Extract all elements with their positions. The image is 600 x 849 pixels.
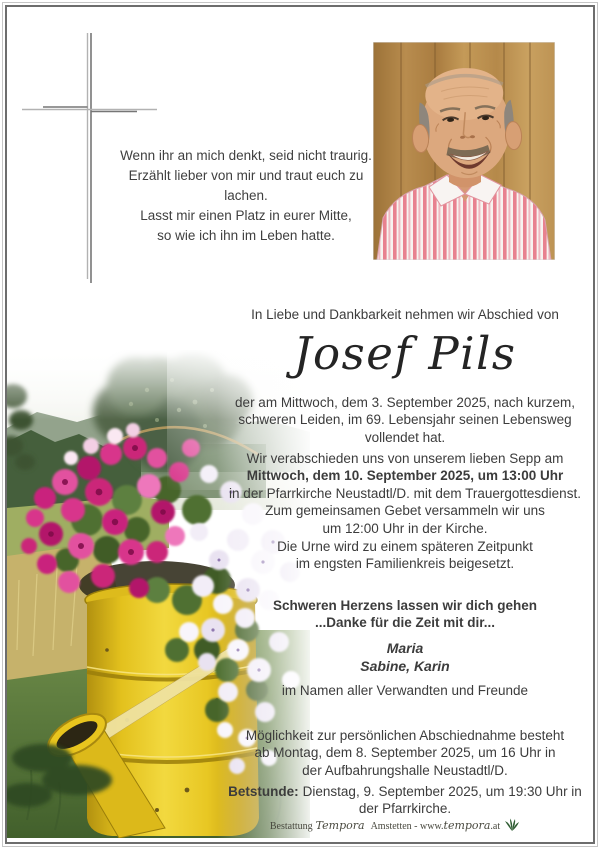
service-line: Zum gemeinsamen Gebet versammeln wir uns: [265, 503, 545, 519]
mourner-names: Sabine, Karin: [360, 658, 450, 674]
footer-url-brand: tempora: [443, 819, 491, 832]
mourner-name: Maria: [386, 640, 424, 656]
leaf-icon: [504, 818, 520, 832]
funeral-service-text: [225, 450, 585, 537]
poem-line: so wie ich ihn im Leben hatte.: [157, 228, 335, 243]
deceased-name: Josef Pils: [293, 327, 517, 380]
urn-line: im engsten Familienkreis beigesetzt.: [295, 556, 515, 572]
viewing-text: [225, 727, 585, 779]
footer-brand: Tempora: [315, 819, 365, 832]
footer-prefix: Bestattung: [269, 821, 313, 832]
farewell-text: [225, 597, 585, 632]
intro-line: In Liebe und Dankbarkeit nehmen wir Abschied von: [251, 307, 559, 322]
service-line: in der Pfarrkirche Neustadtl/D. mit dem Trauergottesdienst.: [229, 485, 581, 501]
prayer-hour-line: [225, 783, 585, 818]
portrait-photo: [373, 42, 555, 260]
poem-line: Wenn ihr an mich denkt, seid nicht traurig.: [120, 148, 372, 163]
mourners-closing: im Namen aller Verwandten und Freunde: [281, 683, 529, 698]
viewing-line: der Aufbahrungshalle Neustadtl/D.: [302, 762, 508, 778]
passing-line: der am Mittwoch, dem 3. September 2025, nach kurzem,: [235, 395, 575, 410]
viewing-line: ab Montag, dem 8. September 2025, um 16 Uhr in: [254, 745, 556, 761]
prayer-hour-text: Dienstag, 9. September 2025, um 19:30 Uhr in der Pfarrkirche.: [302, 784, 582, 817]
farewell-line: ...Danke für die Zeit mit dir...: [314, 615, 496, 631]
service-line: Wir verabschieden uns von unserem lieben Sepp am: [246, 451, 564, 466]
prayer-hour-label: Betstunde:: [228, 784, 299, 799]
funeral-home-footer: [195, 818, 595, 832]
viewing-line: Möglichkeit zur persönlichen Abschiednahme besteht: [245, 728, 565, 743]
footer-suffix: .at: [490, 821, 501, 832]
poem: [106, 146, 386, 246]
poem-line: Erzählt lieber von mir und traut euch zu lachen.: [128, 168, 364, 203]
service-line: um 12:00 Uhr in der Kirche.: [322, 520, 488, 536]
passing-line: schweren Leiden, im 69. Lebensjahr seinen Lebensweg vollendet hat.: [238, 412, 572, 445]
urn-text: [225, 538, 585, 573]
urn-line: Die Urne wird zu einem späteren Zeitpunkt: [277, 539, 533, 554]
service-date-line: Mittwoch, dem 10. September 2025, um 13:00 Uhr: [246, 468, 564, 484]
passing-text: [225, 394, 585, 446]
footer-middle: Amstetten - www.: [370, 821, 444, 832]
poem-line: Lasst mir einen Platz in eurer Mitte,: [140, 208, 352, 223]
farewell-line: Schweren Herzens lassen wir dich gehen: [272, 598, 538, 613]
